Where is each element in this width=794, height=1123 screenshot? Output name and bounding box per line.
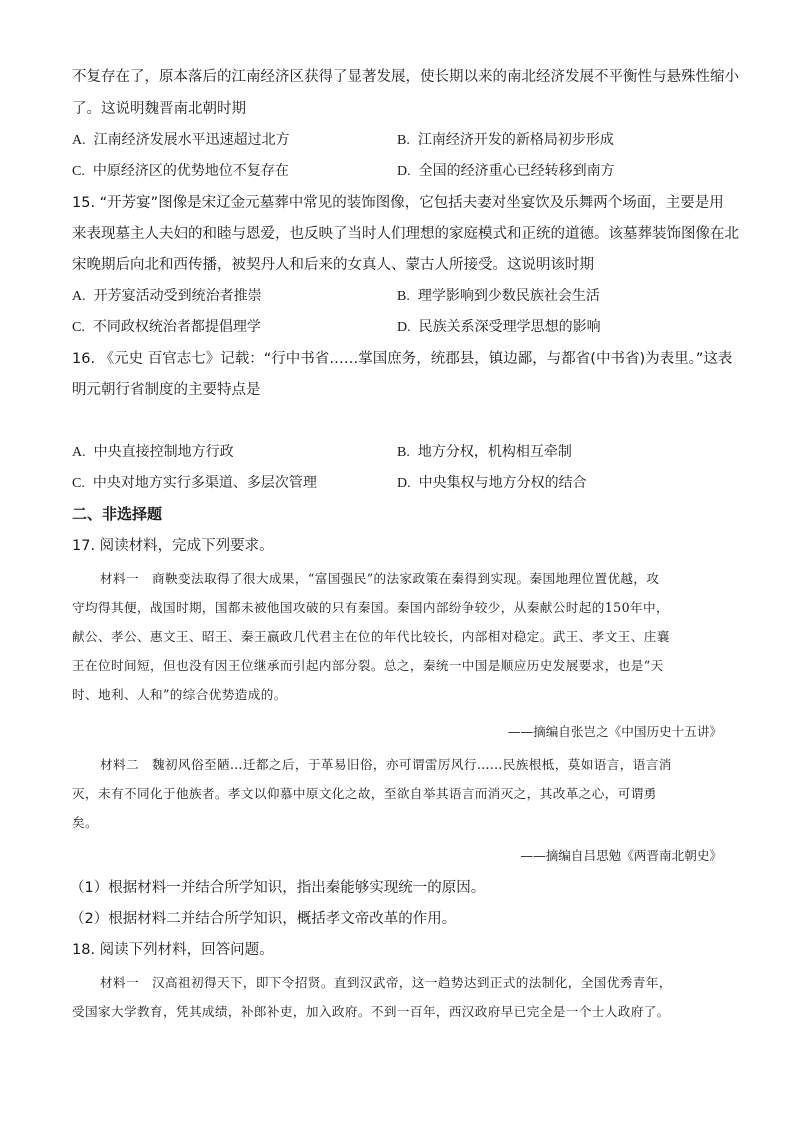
- q16-option-c[interactable]: [72, 472, 317, 495]
- q14-option-a[interactable]: [72, 129, 290, 152]
- q15-option-c[interactable]: [72, 316, 261, 339]
- q14-stem-line: 了。这说明魏晋南北朝时期: [72, 101, 246, 117]
- option-text: 中原经济区的优势地位不复存在: [92, 163, 289, 179]
- option-text: 中央直接控制地方行政: [93, 444, 234, 460]
- material-line: 材料一 汉高祖初得天下，即下令招贤。直到汉武帝，这一趋势达到正式的法制化，全国优秀青年，: [100, 975, 672, 990]
- material-line: 材料一 商鞅变法取得了很大成果，“富国强民”的法家政策在秦得到实现。秦国地理位置优越，攻: [100, 571, 660, 586]
- option-letter: D.: [397, 164, 411, 179]
- option-text: 不同政权统治者都提倡理学: [92, 319, 261, 335]
- q14-stem-line: 不复存在了，原本落后的江南经济区获得了显著发展，使长期以来的南北经济发展不平衡性与悬殊性缩小: [72, 69, 739, 85]
- option-letter: C.: [72, 476, 85, 491]
- option-letter: A.: [72, 133, 86, 148]
- q18-stem: 18. 阅读下列材料，回答问题。: [72, 942, 274, 958]
- q15-option-a[interactable]: [72, 285, 262, 308]
- option-text: 理学影响到少数民族社会生活: [417, 288, 600, 304]
- material-line: 献公、孝公、惠文王、昭王、秦王嬴政几代君主在位的年代比较长，内部相对稳定。武王、孝文王、庄襄: [72, 629, 670, 644]
- q18-material-1: [72, 968, 722, 1026]
- q15-option-b[interactable]: [397, 285, 600, 308]
- material-line: 灭，未有不同化于他族者。孝文以仰慕中原文化之故，至欲自举其语言而消灭之，其改革之心，可谓勇: [72, 786, 657, 801]
- option-letter: C.: [72, 164, 85, 179]
- q16-stem-line: 16. 《元史 百官志七》记载：“行中书省……掌国庶务，统郡县，镇边鄙，与都省(中书省)为表里。”这表: [72, 351, 733, 367]
- option-text: 地方分权，机构相互牵制: [417, 444, 572, 460]
- option-letter: D.: [397, 476, 411, 491]
- q14-option-c[interactable]: [72, 160, 289, 183]
- material-line: 受国家大学教育，凭其成绩，补郎补吏，加入政府。不到一百年，西汉政府早已完全是一个士人政府了。: [72, 1004, 670, 1019]
- option-letter: B.: [397, 289, 410, 304]
- q17-material-1-source: ——摘编自张岂之《中国历史十五讲》: [507, 724, 722, 739]
- q14-option-d[interactable]: [397, 160, 615, 183]
- material-line: 守均得其便，战国时期，国都未被他国攻破的只有秦国。秦国内部纷争较少，从秦献公时起的150年中，: [72, 600, 669, 615]
- q17-subquestion-2: （2）根据材料二并结合所学知识，概括孝文帝改革的作用。: [70, 911, 457, 927]
- q16-option-d[interactable]: [397, 472, 587, 495]
- q16-option-a[interactable]: [72, 441, 234, 464]
- q15-option-d[interactable]: [397, 316, 601, 339]
- option-letter: B.: [397, 133, 410, 148]
- q14-option-b[interactable]: [397, 129, 614, 152]
- option-text: 江南经济开发的新格局初步形成: [417, 132, 614, 148]
- option-letter: A.: [72, 289, 86, 304]
- q17-stem: 17. 阅读材料，完成下列要求。: [72, 538, 274, 554]
- q17-subquestion-1: （1）根据材料一并结合所学知识，指出秦能够实现统一的原因。: [70, 880, 486, 896]
- q15-stem-line: 宋晚期后向北和西传播，被契丹人和后来的女真人、蒙古人所接受。这说明该时期: [72, 257, 594, 273]
- option-letter: B.: [397, 445, 410, 460]
- q17-material-1: [72, 564, 722, 709]
- q17-material-2-source: ——摘编自吕思勉《两晋南北朝史》: [520, 848, 722, 863]
- material-line: 王在位时间短，但也没有因王位继承而引起内部分裂。总之，秦统一中国是顺应历史发展要求，也是“天: [72, 658, 664, 673]
- material-line: 时、地利、人和”的综合优势造成的。: [72, 687, 287, 702]
- option-text: 中央对地方实行多渠道、多层次管理: [92, 475, 317, 491]
- material-line: 材料二 魏初风俗至陋…迁都之后，于革易旧俗，亦可谓雷厉风行……民族根柢，莫如语言，语言消: [100, 757, 672, 772]
- option-text: 江南经济发展水平迅速超过北方: [93, 132, 290, 148]
- option-letter: C.: [72, 320, 85, 335]
- section-heading: 二、非选择题: [72, 505, 163, 523]
- option-text: 开芳宴活动受到统治者推崇: [93, 288, 262, 304]
- option-text: 全国的经济重心已经转移到南方: [418, 163, 615, 179]
- option-text: 中央集权与地方分权的结合: [418, 475, 587, 491]
- option-letter: A.: [72, 445, 86, 460]
- material-line: 矣。: [72, 815, 98, 830]
- q16-option-b[interactable]: [397, 441, 572, 464]
- option-text: 民族关系深受理学思想的影响: [418, 319, 601, 335]
- q17-material-2: [72, 750, 722, 837]
- option-letter: D.: [397, 320, 411, 335]
- q15-stem-line: 15. “开芳宴”图像是宋辽金元墓葬中常见的装饰图像，它包括夫妻对坐宴饮及乐舞两个场面，主要是用: [72, 195, 724, 211]
- q15-stem-line: 来表现墓主人夫妇的和睦与恩爱，也反映了当时人们理想的家庭模式和正统的道德。该墓葬装饰图像在北: [72, 226, 739, 242]
- q16-stem-line: 明元朝行省制度的主要特点是: [72, 382, 261, 398]
